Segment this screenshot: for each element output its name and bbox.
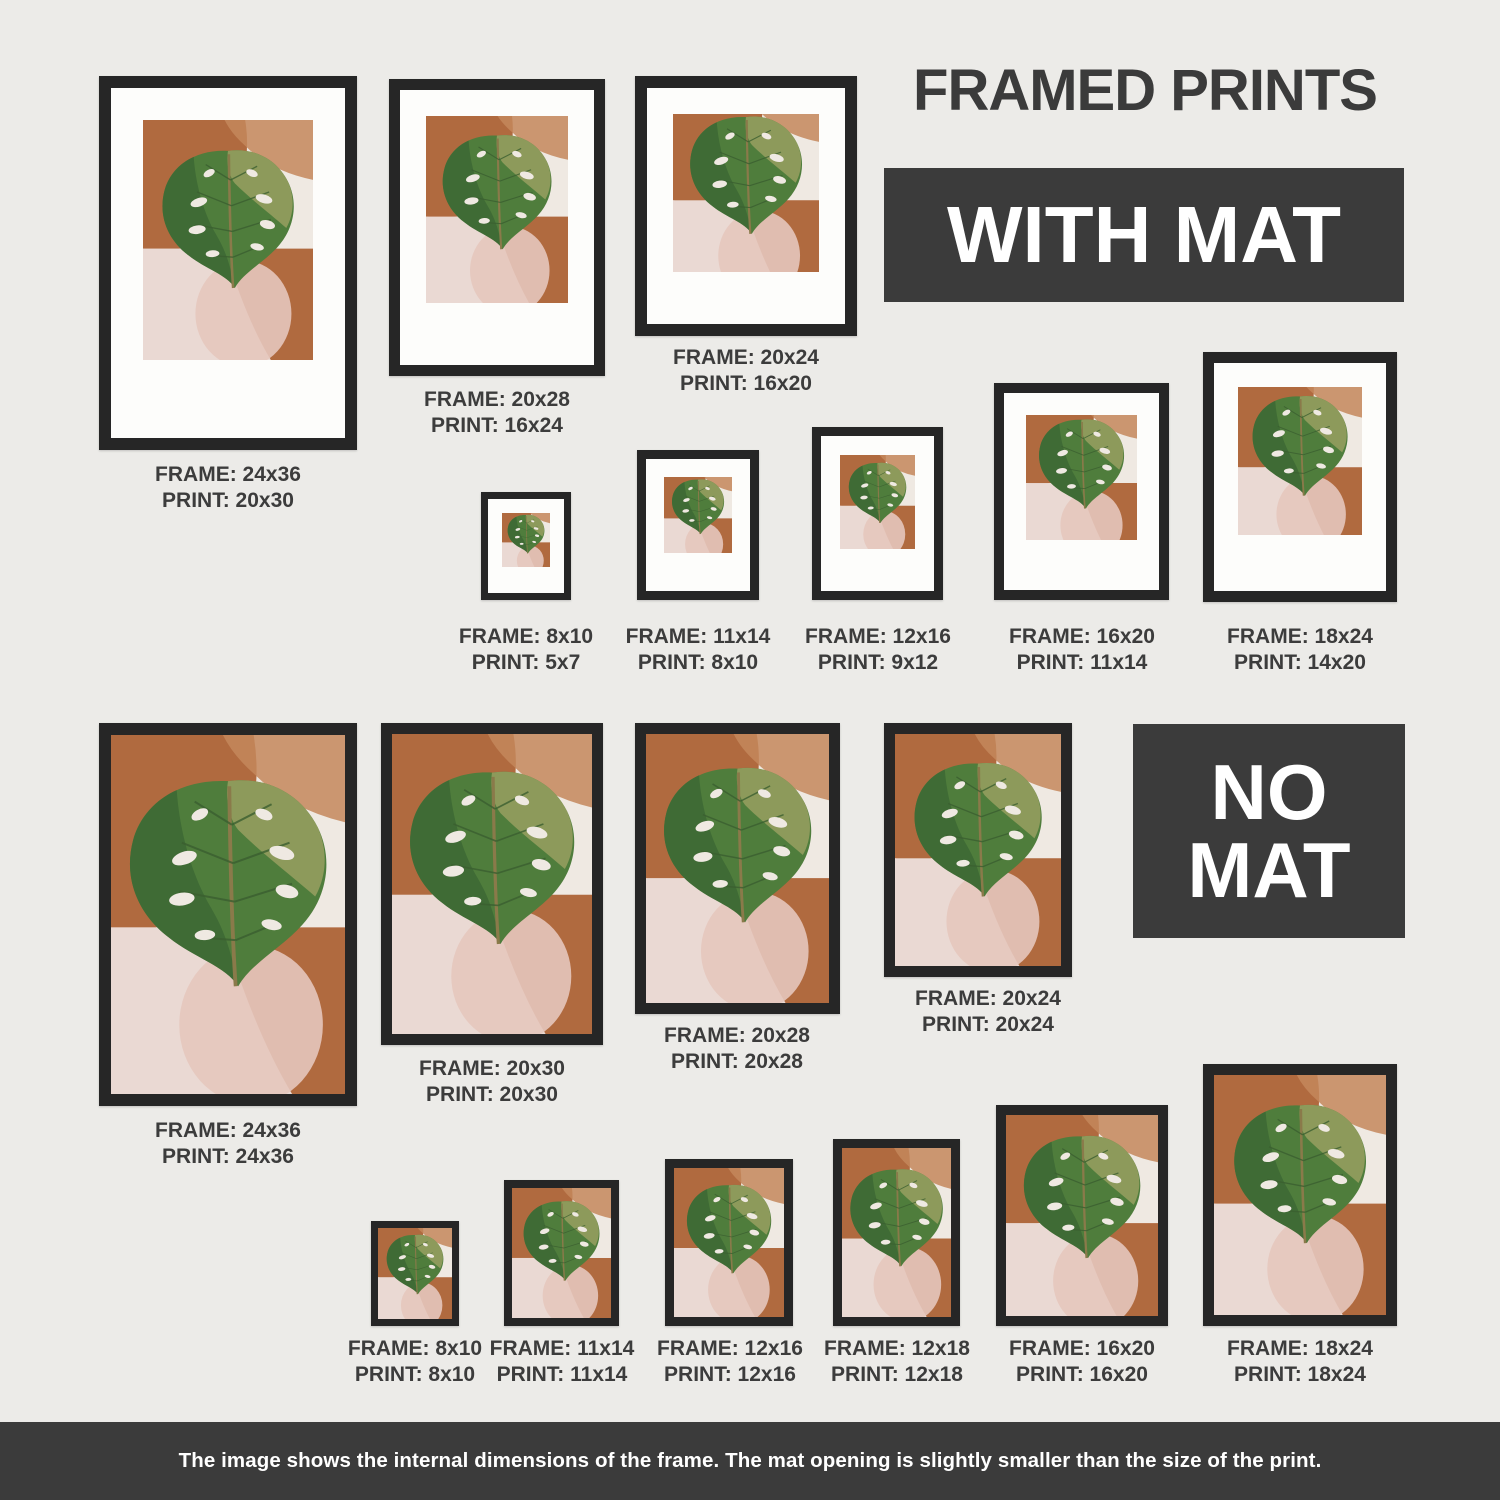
frame-size-label: FRAME: 20x30 bbox=[419, 1057, 565, 1080]
artwork-wm-8x10 bbox=[502, 513, 550, 567]
frame-nm-12x16[interactable] bbox=[665, 1159, 793, 1326]
print-size-label: PRINT: 16x24 bbox=[431, 413, 563, 437]
frame-wm-12x16[interactable] bbox=[812, 427, 943, 600]
print-size-label: PRINT: 24x36 bbox=[162, 1144, 294, 1168]
print-size-label: PRINT: 20x30 bbox=[426, 1082, 558, 1106]
frame-size-label: FRAME: 24x36 bbox=[155, 1119, 301, 1142]
frame-wm-20x28[interactable] bbox=[389, 79, 605, 376]
artwork-nm-20x24 bbox=[895, 734, 1061, 966]
artwork-nm-12x16 bbox=[674, 1168, 784, 1317]
section-banner-with-mat: WITH MAT bbox=[884, 168, 1404, 302]
frame-size-label: FRAME: 8x10 bbox=[347, 1337, 483, 1360]
print-size-label: PRINT: 20x24 bbox=[922, 1012, 1054, 1036]
artwork-nm-24x36 bbox=[111, 735, 345, 1094]
artwork-wm-16x20 bbox=[1026, 415, 1137, 540]
print-size-label: PRINT: 16x20 bbox=[680, 371, 812, 395]
print-size-label: PRINT: 11x14 bbox=[1016, 650, 1148, 674]
frame-size-label: FRAME: 11x14 bbox=[625, 625, 771, 648]
frame-size-label: FRAME: 12x18 bbox=[824, 1337, 970, 1360]
mat-wm-11x14 bbox=[646, 459, 750, 591]
artwork-wm-20x28 bbox=[426, 116, 568, 303]
artwork-nm-18x24 bbox=[1214, 1075, 1386, 1315]
frame-size-label: FRAME: 20x28 bbox=[664, 1024, 810, 1047]
caption-nm-18x24 bbox=[1170, 1336, 1430, 1387]
banner-no-mat-line2: MAT bbox=[1187, 826, 1351, 914]
print-size-label: PRINT: 20x30 bbox=[162, 488, 294, 512]
caption-wm-20x28 bbox=[367, 387, 627, 438]
caption-wm-24x36 bbox=[98, 462, 358, 513]
print-size-label: PRINT: 20x28 bbox=[671, 1049, 803, 1073]
frame-size-label: FRAME: 18x24 bbox=[1227, 1337, 1373, 1360]
print-size-label: PRINT: 16x20 bbox=[1016, 1362, 1148, 1386]
section-banner-no-mat bbox=[1133, 724, 1405, 938]
frame-size-label: FRAME: 20x24 bbox=[673, 346, 819, 369]
frame-wm-24x36[interactable] bbox=[99, 76, 357, 450]
print-size-label: PRINT: 9x12 bbox=[817, 650, 939, 674]
mat-wm-8x10 bbox=[488, 499, 564, 593]
frame-size-label: FRAME: 20x28 bbox=[424, 388, 570, 411]
frame-nm-12x18[interactable] bbox=[833, 1139, 960, 1326]
artwork-nm-20x28 bbox=[646, 734, 829, 1003]
artwork-wm-18x24 bbox=[1238, 387, 1362, 535]
frame-nm-18x24[interactable] bbox=[1203, 1064, 1397, 1326]
frame-wm-8x10[interactable] bbox=[481, 492, 571, 600]
caption-nm-20x24 bbox=[858, 986, 1118, 1037]
artwork-wm-12x16 bbox=[840, 455, 915, 549]
frame-nm-20x24[interactable] bbox=[884, 723, 1072, 977]
print-size-label: PRINT: 18x24 bbox=[1234, 1362, 1366, 1386]
artwork-wm-24x36 bbox=[143, 120, 313, 360]
artwork-nm-11x14 bbox=[512, 1188, 611, 1318]
print-size-label: PRINT: 12x16 bbox=[664, 1362, 796, 1386]
frame-wm-18x24[interactable] bbox=[1203, 352, 1397, 602]
banner-no-mat-line1: NO bbox=[1210, 748, 1328, 836]
frame-nm-20x28[interactable] bbox=[635, 723, 840, 1014]
caption-wm-20x24 bbox=[616, 345, 876, 396]
print-size-label: PRINT: 11x14 bbox=[496, 1362, 628, 1386]
caption-nm-20x30 bbox=[362, 1056, 622, 1107]
frame-size-label: FRAME: 18x24 bbox=[1227, 625, 1373, 648]
frame-size-label: FRAME: 24x36 bbox=[155, 463, 301, 486]
caption-wm-18x24 bbox=[1170, 624, 1430, 675]
mat-wm-16x20 bbox=[1004, 393, 1159, 590]
frame-wm-16x20[interactable] bbox=[994, 383, 1169, 600]
frame-nm-20x30[interactable] bbox=[381, 723, 603, 1045]
frame-wm-11x14[interactable] bbox=[637, 450, 759, 600]
frame-nm-11x14[interactable] bbox=[504, 1180, 619, 1326]
print-size-label: PRINT: 8x10 bbox=[637, 650, 759, 674]
frame-size-label: FRAME: 12x16 bbox=[805, 625, 951, 648]
mat-wm-20x28 bbox=[400, 90, 594, 365]
artwork-nm-8x10 bbox=[378, 1228, 452, 1319]
print-size-label: PRINT: 5x7 bbox=[471, 650, 581, 674]
frame-size-label: FRAME: 12x16 bbox=[657, 1337, 803, 1360]
mat-wm-12x16 bbox=[821, 436, 934, 591]
artwork-nm-16x20 bbox=[1006, 1115, 1158, 1316]
caption-nm-24x36 bbox=[98, 1118, 358, 1169]
frame-size-label: FRAME: 20x24 bbox=[915, 987, 1061, 1010]
frame-size-label: FRAME: 11x14 bbox=[489, 1337, 635, 1360]
frame-size-label: FRAME: 16x20 bbox=[1009, 1337, 1155, 1360]
caption-nm-20x28 bbox=[607, 1023, 867, 1074]
print-size-label: PRINT: 14x20 bbox=[1234, 650, 1366, 674]
frame-nm-16x20[interactable] bbox=[996, 1105, 1168, 1326]
frame-size-label: FRAME: 16x20 bbox=[1009, 625, 1155, 648]
frame-wm-20x24[interactable] bbox=[635, 76, 857, 336]
print-size-label: PRINT: 8x10 bbox=[354, 1362, 476, 1386]
frame-size-label: FRAME: 8x10 bbox=[458, 625, 594, 648]
artwork-wm-20x24 bbox=[673, 114, 819, 272]
frame-nm-24x36[interactable] bbox=[99, 723, 357, 1106]
mat-wm-24x36 bbox=[111, 88, 345, 438]
page-title: FRAMED PRINTS bbox=[913, 58, 1377, 123]
footer-note-text: The image shows the internal dimensions of the frame. The mat opening is slightly smaller than the size of the print. bbox=[178, 1449, 1322, 1472]
print-size-label: PRINT: 12x18 bbox=[831, 1362, 963, 1386]
footer-note bbox=[0, 1422, 1500, 1500]
mat-wm-18x24 bbox=[1214, 363, 1386, 591]
artwork-wm-11x14 bbox=[664, 477, 732, 553]
mat-wm-20x24 bbox=[647, 88, 845, 324]
artwork-nm-20x30 bbox=[392, 734, 592, 1034]
artwork-nm-12x18 bbox=[842, 1148, 951, 1317]
frame-nm-8x10[interactable] bbox=[371, 1221, 459, 1326]
